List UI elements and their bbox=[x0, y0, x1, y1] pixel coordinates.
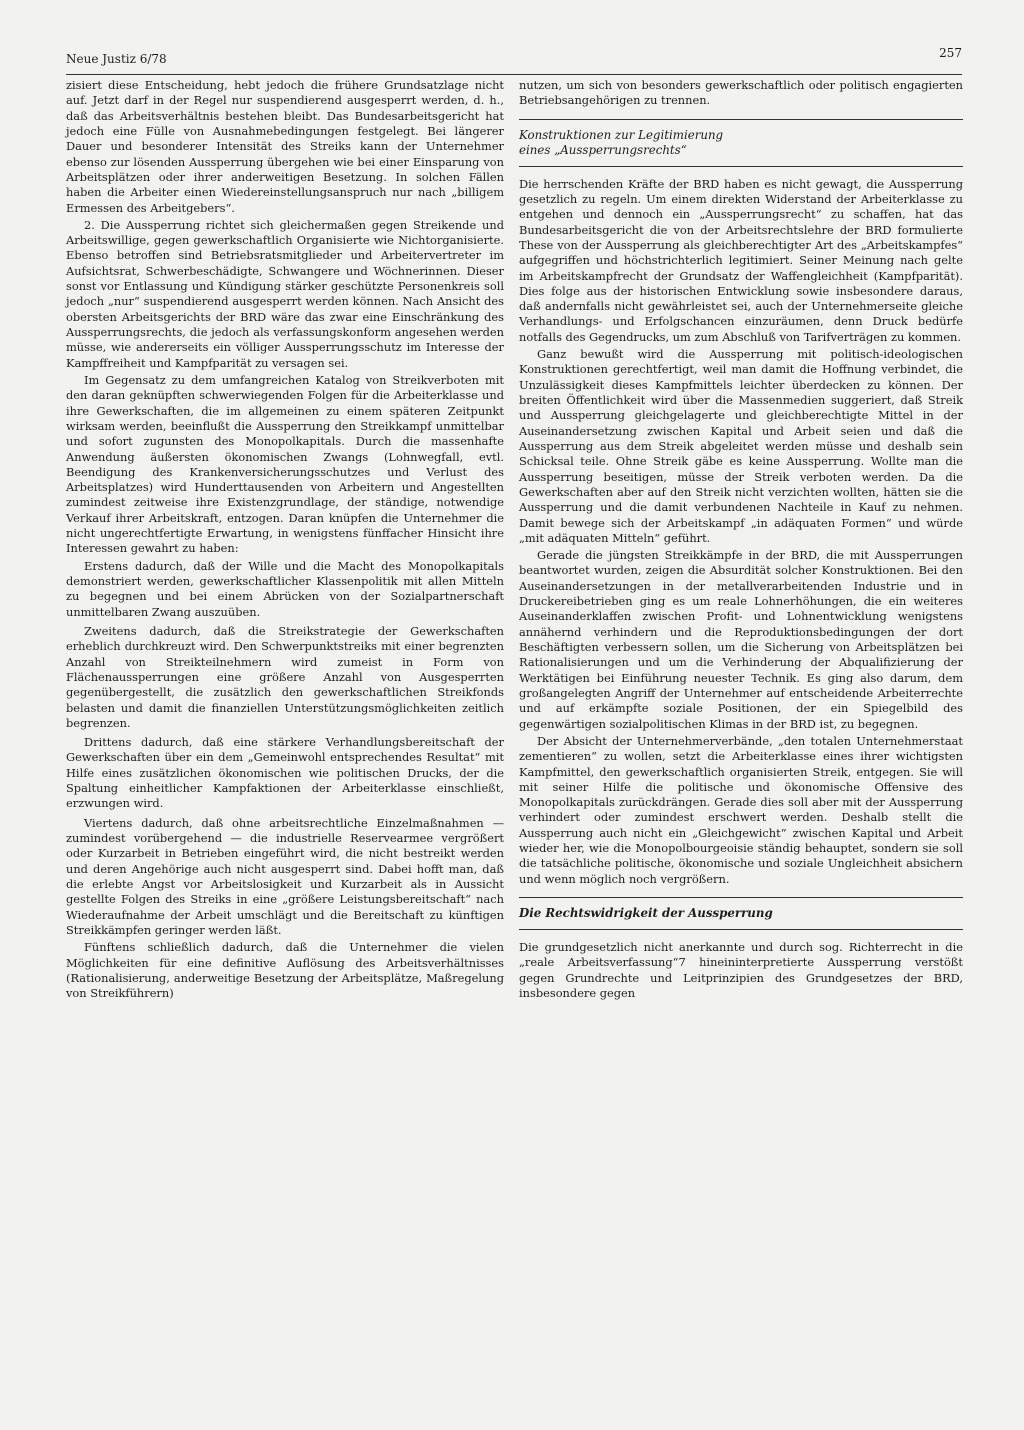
header-rule bbox=[66, 74, 962, 75]
running-head bbox=[66, 46, 962, 72]
section-heading-line: Konstruktionen zur Legitimierung bbox=[519, 127, 724, 142]
right-column bbox=[519, 78, 963, 1003]
paragraph: Die herrschenden Kräfte der BRD haben es nicht gewagt, die Aussperrung gesetzlich zu regeln. Um einem direkten Widerstand der Arbeiterklasse zu entgehen und dennoch ein „Aussperrungsrecht“ zu schaffen, hat das Bundesarbeitsgericht die von der Arbeitsrechtslehre der BRD formulierte These von der Aussperrung als gleichberechtigter Art des „Arbeitskampfes“ aufgegriffen und höchstrichterlich legitimiert. Seiner Meinung nach gelte im Arbeitskampfrecht der Grundsatz der Waffengleichheit (Kampfparität). Dies folge aus der historischen Entwicklung sowie insbesondere daraus, daß andernfalls nicht gewährleistet sei, auch der Unternehmerseite gleiche Verhandlungs- und Erfolgschancen einzuräumen, denn Druck bedürfe notfalls des Gegendrucks, um zum Abschluß von Tarifverträgen zu kommen. bbox=[519, 176, 963, 344]
left-column bbox=[66, 78, 504, 1003]
section-divider bbox=[519, 119, 963, 120]
journal-title: Neue Justiz 6/78 bbox=[66, 52, 167, 66]
paragraph: Drittens dadurch, daß eine stärkere Verhandlungsbereitschaft der Gewerkschaften über ein dem „Gemeinwohl entsprechendes Resultat“ mit Hilfe eines zusätzlichen ökonomischen wie politischen Drucks, der die Spaltung einheitlicher Kampfaktionen der Arbeiterklasse einschließt, erzwungen wird. bbox=[66, 735, 504, 811]
paragraph: nutzen, um sich von besonders gewerkschaftlich oder politisch engagierten Betriebsangehörigen zu trennen. bbox=[519, 78, 963, 108]
paragraph: Zweitens dadurch, daß die Streikstrategie der Gewerkschaften erheblich durchkreuzt wird. Den Schwerpunktstreiks mit einer begrenzten Anzahl von Streikteilnehmern wird zumeist in Form von Flächenaussperrungen eine größere Anzahl von Ausgesperrten gegenübergestellt, die zusätzlich den gewerkschaftlichen Streikfonds belasten und damit die finanziellen Unterstützungsmöglichkeiten zeitlich begrenzen. bbox=[66, 623, 504, 730]
section-divider bbox=[519, 897, 963, 898]
paragraph: Der Absicht der Unternehmerverbände, „den totalen Unternehmerstaat zementieren“ zu wollen, setzt die Arbeiterklasse eines ihrer wichtigsten Kampfmittel, den gewerkschaftlich organisierten Streik, entgegen. Sie will mit seiner Hilfe die politische und ökonomische Offensive des Monopolkapitals zurückdrängen. Gerade dies soll aber mit der Aussperrung verhindert oder zumindest erschwert werden. Deshalb stellt die Aussperrung auch nicht ein „Gleichgewicht“ zwischen Kapital und Arbeit wieder her, wie die Monopolbourgeoisie ständig behauptet, sondern sie soll die tatsächliche politische, ökonomische und soziale Ungleichheit absichern und wenn möglich noch vergrößern. bbox=[519, 733, 963, 886]
paragraph: Im Gegensatz zu dem umfangreichen Katalog von Streikverboten mit den daran geknüpften schwerwiegenden Folgen für die Arbeiterklasse und ihre Gewerkschaften, die im allgemeinen zu einem späteren Zeitpunkt wirksam werden, beeinflußt die Aussperrung den Streikkampf unmittelbar und sofort zugunsten des Monopolkapitals. Durch die massenhafte Anwendung äußersten ökonomischen Zwangs (Lohnwegfall, evtl. Beendigung des Krankenversicherungsschutzes und Verlust des Arbeitsplatzes) wird Hunderttausenden von Arbeitern und Angestellten zumindest zeitweise ihre Existenzgrundlage, der ständige, notwendige Verkauf ihrer Arbeitskraft, entzogen. Daran knüpfen die Unternehmer die nicht ungerechtfertigte Erwartung, in wenigstens fünffacher Hinsicht ihre Interessen gewahrt zu haben: bbox=[66, 372, 504, 556]
paragraph: Ganz bewußt wird die Aussperrung mit politisch-ideologischen Konstruktionen gerechtfertigt, weil man damit die Hoffnung verbindet, die Unzulässigkeit dieses Kampfmittels leichter überdecken zu können. Der breiten Öffentlichkeit wird über die Massenmedien suggeriert, daß Streik und Aussperrung gleichgelagerte und gleichberechtigte Mittel in der Auseinandersetzung zwischen Kapital und Arbeit seien und daß die Aussperrung aus dem Streik abgeleitet werden müsse und deshalb sein Schicksal teile. Ohne Streik gäbe es keine Aussperrung. Wollte man die Aussperrung beseitigen, müsse der Streik verboten werden. Da die Gewerkschaften aber auf den Streik nicht verzichten wollten, hätten sie die Aussperrung und die damit verbundenen Nachteile in Kauf zu nehmen. Damit bewege sich der Arbeitskampf „in adäquaten Formen“ und würde „mit adäquaten Mitteln“ geführt. bbox=[519, 347, 963, 545]
paragraph: 2. Die Aussperrung richtet sich gleichermaßen gegen Streikende und Arbeitswillige, gegen gewerkschaftlich Organisierte wie Nichtorganisierte. Ebenso betroffen sind Betriebsratsmitglieder und Arbeitervertreter im Aufsichtsrat, Schwerbeschädigte, Schwangere und Wöchnerinnen. Dieser sonst vor Entlassung und Kündigung stärker geschützte Personenkreis soll jedoch „nur“ suspendierend ausgesperrt werden können. Nach Ansicht des obersten Arbeitsgerichts der BRD wäre das zwar eine Einschränkung des Aussperrungsrechts, die jedoch als verfassungskonform angesehen werden müsse, wie andererseits ein völliger Aussperrungsschutz im Interesse der Kampffreiheit und Kampfparität zu versagen sei. bbox=[66, 217, 504, 370]
page-number: 257 bbox=[939, 46, 962, 60]
paragraph: Fünftens schließlich dadurch, daß die Unternehmer die vielen Möglichkeiten für eine definitive Auflösung des Arbeitsverhältnisses (Rationalisierung, anderweitige Besetzung der Arbeitsplätze, Maßregelung von Streikführern) bbox=[66, 940, 504, 1001]
paragraph: Viertens dadurch, daß ohne arbeitsrechtliche Einzelmaßnahmen — zumindest vorübergehend — die industrielle Reservearmee vergrößert oder Kurzarbeit in Betrieben eingeführt wird, die nicht bestreikt werden und deren Angehörige auch nicht ausgesperrt sind. Dabei hofft man, daß die erlebte Angst vor Arbeitslosigkeit und Kurzarbeit als in Aussicht gestellte Folgen des Streiks in eine „größere Leistungsbereitschaft“ nach Wiederaufnahme der Arbeit umschlägt und die Bereitschaft zu künftigen Streikkämpfen geringer werden läßt. bbox=[66, 815, 504, 937]
section-divider bbox=[519, 929, 963, 930]
paragraph: zisiert diese Entscheidung, hebt jedoch die frühere Grundsatzlage nicht auf. Jetzt darf in der Regel nur suspendierend ausgesperrt werden, d. h., daß das Arbeitsverhältnis bestehen bleibt. Das Bundesarbeitsgericht hat jedoch eine Fülle von Ausnahmebedingungen festgelegt. Bei längerer Dauer und besonderer Intensität des Streiks kann der Unternehmer ebenso zur lösenden Aussperrung übergehen wie bei einer Einsparung von Arbeitsplätzen oder ihrer anderweitigen Besetzung. In solchen Fällen haben die Arbeiter einen Wiedereinstellungsanspruch nur nach „billigem Ermessen des Arbeitgebers“. bbox=[66, 78, 504, 215]
paragraph: Die grundgesetzlich nicht anerkannte und durch sog. Richterrecht in die „reale Arbeitsverfassung“7 hineininterpretierte Aussperrung verstößt gegen Grundrechte und Leitprinzipien des Grundgesetzes der BRD, insbesondere gegen bbox=[519, 940, 963, 1000]
paragraph: Erstens dadurch, daß der Wille und die Macht des Monopolkapitals demonstriert werden, gewerkschaftlicher Klassenpolitik mit allen Mitteln zu begegnen und bei einem Abrücken von der Sozialpartnerschaft unmittelbaren Zwang auszuüben. bbox=[66, 558, 504, 619]
section-heading-line: eines „Aussperrungsrechts“ bbox=[519, 142, 687, 157]
section-heading-legitimierung bbox=[519, 128, 963, 158]
paragraph: Gerade die jüngsten Streikkämpfe in der BRD, die mit Aussperrungen beantwortet wurden, zeigen die Absurdität solcher Konstruktionen. Bei den Auseinandersetzungen in der metallverarbeitenden Industrie und in Druckereibetrieben ging es um reale Lohnerhöhungen, die ein weiteres Auseinanderklaffen zwischen Profit- und Lohnentwicklung wenigstens annähernd verhindern und die Reproduktionsbedingungen der dort Beschäftigten verbessern sollen, um die Sicherung von Arbeitsplätzen bei Rationalisierungen und um die Verhinderung der Abqualifizierung der Werktätigen bei Einführung neuester Technik. Es ging also darum, dem großangelegten Angriff der Unternehmer auf entscheidende Arbeiterrechte und auf erkämpfte soziale Positionen, der ein Spiegelbild des gegenwärtigen sozialpolitischen Klimas in der BRD ist, zu begegnen. bbox=[519, 548, 963, 731]
section-heading-rechtswidrigkeit: Die Rechtswidrigkeit der Aussperrung bbox=[519, 906, 773, 920]
section-divider bbox=[519, 166, 963, 167]
